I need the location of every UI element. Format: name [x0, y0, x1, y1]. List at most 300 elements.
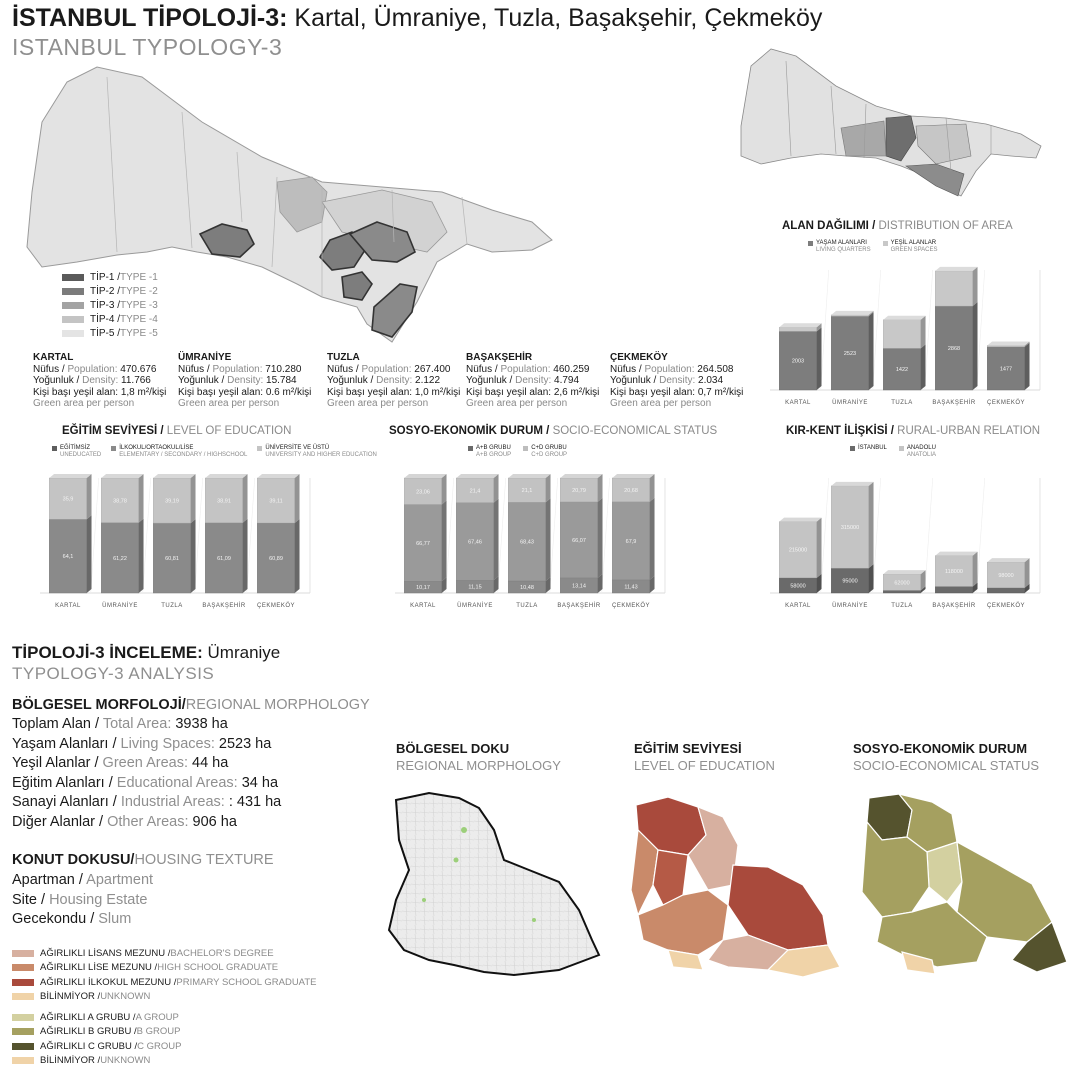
map-caption-en: SOCIO-ECONOMICAL STATUS	[853, 758, 1040, 773]
housing-item-label: Site /	[12, 891, 46, 908]
bar-top	[49, 474, 91, 478]
housing-item	[12, 910, 153, 930]
green-label-en: Green area per person	[178, 398, 280, 409]
education-map-legend	[12, 946, 316, 1004]
analysis-title-rest: Ümraniye	[202, 643, 281, 662]
area-item-value: 2523 ha	[214, 735, 272, 752]
chart-gridline	[821, 478, 829, 593]
chart-gridline	[821, 270, 829, 390]
category-label: BAŞAKŞEHİR	[202, 603, 246, 609]
green-label: Kişi başı yeşil alan:	[33, 386, 119, 398]
legend-label: EĞİTİMSİZ	[60, 445, 90, 451]
ses-legend-swatch	[12, 1028, 34, 1035]
legend-swatch	[468, 446, 473, 451]
map-caption-morphology	[396, 740, 561, 774]
category-label: ÇEKMEKÖY	[611, 603, 651, 609]
bar-side	[295, 474, 300, 523]
bar-side	[243, 519, 248, 593]
bar-side	[598, 498, 603, 578]
rural-urban-chart	[760, 470, 1050, 615]
edu-legend-label: AĞIRLIKLI LİSANS MEZUNU /	[40, 947, 171, 959]
bar-value-label: 95000	[842, 578, 858, 585]
bar-top	[560, 474, 602, 478]
legend-swatch	[257, 446, 262, 451]
bar-value-label: 10,17	[416, 585, 430, 592]
category-label: ÇEKMEKÖY	[986, 603, 1026, 609]
chart-gridline	[977, 270, 985, 390]
ses-legend-item	[12, 1054, 181, 1069]
chart-gridline	[873, 478, 881, 593]
legend-label: ÜNİVERSİTE VE ÜSTÜ	[265, 445, 330, 451]
area-item	[12, 754, 281, 774]
edu-legend-item	[12, 990, 316, 1005]
bar-value-label: 215000	[788, 547, 808, 554]
pop-value: 460.259	[550, 363, 590, 375]
green-value: 1,0 m²/kişi	[412, 386, 461, 398]
legend-swatch	[523, 446, 528, 451]
pop-label: Nüfus /	[610, 363, 642, 375]
category-label: TUZLA	[891, 603, 913, 609]
housing-item-label: Apartman /	[12, 872, 83, 888]
category-label: KARTAL	[55, 603, 81, 609]
legend-item	[257, 445, 376, 459]
map-caption-education	[634, 740, 775, 774]
density-label-en: Density:	[224, 375, 264, 386]
umraniye-outline	[389, 793, 599, 975]
bar-value-label: 67,9	[625, 538, 637, 545]
pop-label-en: Population:	[64, 363, 118, 375]
bar-top	[257, 474, 299, 478]
bar-value-label: 23,06	[416, 489, 430, 496]
edu-legend-swatch	[12, 950, 34, 957]
ses-legend-label-en: C GROUP	[137, 1040, 182, 1052]
green-value: 0,7 m²/kişi	[695, 386, 744, 398]
green-label: Kişi başı yeşil alan:	[610, 386, 696, 398]
district-name: ÜMRANİYE	[178, 352, 232, 363]
area-list	[12, 715, 281, 832]
ses-legend-label: AĞIRLIKLI A GRUBU /	[40, 1011, 136, 1023]
bar-side	[442, 501, 447, 582]
ses-legend-item	[12, 1010, 181, 1025]
bar-top	[779, 518, 821, 522]
green-area	[454, 858, 459, 863]
type-legend-tr: TİP-5 /	[90, 327, 121, 339]
bar-top	[456, 474, 498, 478]
bar-side	[598, 474, 603, 502]
density-label: Yoğunluk /	[33, 375, 80, 386]
bar-value-label: 64,1	[62, 554, 74, 561]
chart-gridline	[925, 478, 933, 593]
category-label: ÜMRANİYE	[102, 603, 138, 609]
ses-chart-title	[389, 425, 717, 437]
pop-label-en: Population:	[209, 363, 263, 375]
density-label: Yoğunluk /	[466, 375, 513, 386]
bar-side	[869, 564, 874, 593]
chart-gridline	[977, 478, 985, 593]
legend-label: A+B GRUBU	[476, 445, 511, 451]
chart-gridline	[91, 478, 99, 593]
ses-region-a	[927, 842, 962, 902]
type-legend-swatch	[62, 288, 84, 295]
bar-value-label: 66,77	[416, 540, 430, 547]
bar-top	[935, 552, 977, 556]
morphology-heading-en: REGIONAL MORPHOLOGY	[185, 697, 370, 713]
density-label-en: Density:	[512, 375, 552, 386]
legend-item	[111, 445, 247, 459]
housing-heading	[12, 852, 274, 868]
bar-side	[1025, 343, 1030, 390]
green-value: 1,8 m²/kişi	[118, 386, 167, 398]
district-stats-kartal	[33, 352, 166, 410]
housing-item-label-en: Slum	[94, 911, 132, 927]
density-label-en: Density:	[79, 375, 119, 386]
bar-side	[973, 302, 978, 390]
category-label: ÇEKMEKÖY	[986, 400, 1026, 406]
ses-legend-label-en: B GROUP	[136, 1026, 181, 1038]
category-label: TUZLA	[516, 603, 538, 609]
type-legend-item	[62, 284, 158, 298]
category-label: BAŞAKŞEHİR	[557, 603, 601, 609]
category-label: KARTAL	[410, 603, 436, 609]
chart-gridline	[498, 478, 506, 593]
area-item	[12, 813, 281, 833]
bar-top	[883, 316, 925, 320]
istanbul-small-map	[736, 46, 1048, 208]
ses-legend-swatch	[12, 1014, 34, 1021]
rural-chart-title-en: RURAL-URBAN RELATION	[893, 425, 1041, 437]
area-item-label-en: Industrial Areas:	[116, 794, 225, 810]
legend-label: ANADOLU	[906, 445, 936, 451]
bar-value-label: 60,81	[165, 556, 179, 563]
bar-value-label: 20,79	[572, 487, 586, 494]
legend-label: YEŞİL ALANLAR	[890, 240, 937, 246]
ses-legend-item	[12, 1039, 181, 1054]
bar-side	[243, 474, 248, 523]
bar-value-label: 2868	[947, 346, 961, 353]
chart-gridline	[873, 270, 881, 390]
ses-legend-label: AĞIRLIKLI C GRUBU /	[40, 1040, 138, 1052]
legend-swatch	[899, 446, 904, 451]
bar-value-label: 38,91	[217, 498, 231, 505]
bar-side	[87, 515, 92, 593]
bar-side	[139, 474, 144, 523]
edu-legend-swatch	[12, 993, 34, 1000]
map-caption-tr: EĞİTİM SEVİYESİ	[634, 741, 742, 756]
category-label: BAŞAKŞEHİR	[932, 603, 976, 609]
morphology-heading-tr: BÖLGESEL MORFOLOJİ/	[12, 697, 186, 713]
bar-top	[612, 474, 654, 478]
edu-chart-title	[62, 425, 291, 437]
bar-value-label: 61,09	[217, 555, 231, 562]
area-item-value: 906 ha	[188, 813, 237, 830]
map-caption-tr: BÖLGESEL DOKU	[396, 741, 510, 756]
bar-value-label: 21,4	[469, 488, 481, 495]
area-item-value: : 431 ha	[224, 794, 282, 810]
bar-side	[1025, 558, 1030, 588]
category-label: TUZLA	[891, 400, 913, 406]
bar-value-label: 68,43	[520, 539, 534, 546]
chart-gridline	[550, 478, 558, 593]
type-legend-swatch	[62, 274, 84, 281]
legend-label-en: UNIVERSITY AND HIGHER EDUCATION	[265, 452, 377, 458]
legend-label-en: UNEDUCATED	[60, 452, 102, 458]
type-legend-en: TYPE -2	[120, 285, 158, 297]
area-item-value: 34 ha	[237, 774, 279, 791]
analysis-title	[12, 643, 280, 663]
type-legend	[62, 270, 158, 340]
edu-legend-label: AĞIRLIKLI LİSE MEZUNU /	[40, 962, 158, 974]
density-label-en: Density:	[373, 375, 413, 386]
rural-chart-title-tr: KIR-KENT İLİŞKİSİ /	[786, 425, 894, 437]
bar-top	[987, 558, 1029, 562]
category-label: ÜMRANİYE	[832, 603, 868, 609]
bar-side	[869, 482, 874, 568]
bar-value-label: 67,46	[468, 539, 482, 546]
edu-legend-label-en: HIGH SCHOOL GRADUATE	[157, 962, 279, 974]
housing-item-label-en: Apartment	[82, 872, 154, 888]
housing-item	[12, 891, 153, 911]
pop-label: Nüfus /	[33, 363, 65, 375]
area-item-label: Eğitim Alanları /	[12, 774, 113, 791]
bar-side	[546, 498, 551, 581]
chart-gridline	[247, 478, 255, 593]
category-label: ÜMRANİYE	[457, 603, 493, 609]
analysis-subtitle: TYPOLOGY-3 ANALYSIS	[12, 664, 215, 683]
bar-value-label: 13,14	[572, 583, 586, 590]
legend-item	[52, 445, 101, 459]
pop-value: 470.676	[117, 363, 157, 375]
legend-swatch	[883, 241, 888, 246]
bar-value-label: 66,07	[572, 537, 586, 544]
legend-item	[899, 445, 936, 459]
density-label: Yoğunluk /	[178, 375, 225, 386]
area-item-label: Sanayi Alanları /	[12, 794, 117, 810]
category-label: BAŞAKŞEHİR	[932, 400, 976, 406]
bar-side	[442, 474, 447, 505]
type-legend-item	[62, 298, 158, 312]
bar-top	[779, 323, 821, 327]
legend-label-en: C+D GROUP	[531, 452, 568, 458]
ses-chart-title-en: SOCIO-ECONOMICAL STATUS	[549, 425, 718, 437]
bar-value-label: 20,68	[624, 487, 638, 494]
district-name: ÇEKMEKÖY	[610, 352, 668, 363]
edu-legend-item	[12, 975, 316, 990]
page-title-bold: İSTANBUL TİPOLOJİ-3:	[12, 4, 288, 32]
pop-label: Nüfus /	[466, 363, 498, 375]
ses-map-legend	[12, 1010, 181, 1068]
map-caption-socio	[853, 740, 1039, 774]
bar-side	[494, 499, 499, 581]
legend-item	[850, 445, 887, 459]
edu-chart-legend	[52, 445, 377, 459]
area-item-label: Toplam Alan /	[12, 716, 100, 732]
type-legend-item	[62, 270, 158, 284]
category-label: ÇEKMEKÖY	[256, 603, 296, 609]
bar-value-label: 38,78	[113, 498, 127, 505]
edu-chart-title-en: LEVEL OF EDUCATION	[163, 425, 292, 437]
pop-label-en: Population:	[358, 363, 412, 375]
edu-region-highschool-south	[638, 890, 728, 955]
edu-legend-label-en: BACHELOR'S DEGREE	[170, 947, 274, 959]
green-label-en: Green area per person	[33, 398, 135, 409]
category-label: KARTAL	[785, 400, 811, 406]
pop-label-en: Population:	[497, 363, 551, 375]
legend-swatch	[850, 446, 855, 451]
umraniye-socio-map	[857, 792, 1067, 980]
rural-chart-title	[786, 425, 1040, 437]
district-stats-umraniye	[178, 352, 311, 410]
green-label: Kişi başı yeşil alan:	[178, 386, 264, 398]
legend-label-en: ELEMENTARY / SECONDARY / HIGHSCHOOL	[119, 452, 248, 458]
legend-item	[523, 445, 567, 459]
umraniye-education-map	[628, 795, 843, 983]
housing-item-label: Gecekondu /	[12, 911, 95, 927]
morphology-heading	[12, 697, 370, 713]
density-value: 4.794	[551, 375, 580, 386]
housing-list	[12, 871, 153, 930]
area-item-label: Yaşam Alanları /	[12, 735, 117, 752]
legend-label: YAŞAM ALANLARI	[816, 240, 867, 246]
bar-value-label: 11,15	[468, 584, 482, 591]
edu-legend-label-en: UNKNOWN	[100, 991, 151, 1003]
bar-segment	[935, 271, 972, 306]
socio-economic-chart	[385, 470, 675, 615]
type-legend-tr: TİP-3 /	[90, 299, 121, 311]
pop-value: 267.400	[411, 363, 451, 375]
area-item-label-en: Living Spaces:	[116, 735, 215, 752]
map-caption-en: REGIONAL MORPHOLOGY	[396, 758, 561, 773]
bar-side	[546, 474, 551, 502]
density-value: 15.784	[263, 375, 297, 386]
bar-top	[831, 482, 873, 486]
density-value: 11.766	[118, 375, 151, 386]
bar-segment	[883, 590, 920, 593]
bar-side	[869, 312, 874, 390]
ses-legend-item	[12, 1025, 181, 1040]
bar-side	[817, 518, 822, 578]
bar-side	[973, 552, 978, 587]
edu-legend-label: BİLİNMİYOR /	[40, 991, 101, 1003]
bar-value-label: 21,1	[521, 488, 533, 495]
bar-value-label: 60,89	[269, 555, 283, 562]
type-legend-item	[62, 326, 158, 340]
bar-segment	[987, 345, 1024, 346]
bar-value-label: 315000	[840, 525, 860, 532]
pop-label-en: Population:	[641, 363, 695, 375]
green-value: 2,6 m²/kişi	[551, 386, 600, 398]
type-legend-swatch	[62, 316, 84, 323]
legend-label-en: ANATOLIA	[906, 452, 937, 458]
bar-side	[191, 519, 196, 593]
area-item-label-en: Other Areas:	[103, 813, 189, 830]
ses-legend-label: BİLİNMİYOR /	[40, 1055, 101, 1067]
legend-label: İLKOKUL/ORTAOKUL/LİSE	[119, 445, 194, 451]
bar-segment	[987, 588, 1024, 593]
bar-side	[817, 327, 822, 390]
district-name: BAŞAKŞEHİR	[466, 352, 533, 363]
edu-legend-swatch	[12, 964, 34, 971]
type-legend-tr: TİP-2 /	[90, 285, 121, 297]
area-item	[12, 735, 281, 755]
area-item	[12, 715, 281, 735]
green-label-en: Green area per person	[466, 398, 568, 409]
chart-gridline	[195, 478, 203, 593]
bar-value-label: 39,11	[269, 498, 283, 505]
bar-side	[973, 267, 978, 306]
edu-legend-item	[12, 946, 316, 961]
housing-item	[12, 871, 153, 891]
bar-value-label: 58000	[790, 583, 806, 590]
green-area	[532, 918, 536, 922]
bar-top	[883, 570, 925, 574]
bar-value-label: 35,9	[62, 496, 74, 503]
edu-chart-title-tr: EĞİTİM SEVİYESİ /	[62, 425, 164, 437]
bar-value-label: 39,19	[165, 498, 179, 505]
type-legend-swatch	[62, 330, 84, 337]
green-area	[461, 827, 467, 833]
ses-legend-swatch	[12, 1057, 34, 1064]
bar-segment	[831, 315, 868, 316]
green-label: Kişi başı yeşil alan:	[327, 386, 413, 398]
area-item-label-en: Total Area:	[99, 716, 172, 732]
bar-value-label: 1477	[999, 366, 1013, 373]
type-legend-en: TYPE -1	[120, 271, 158, 283]
edu-legend-label: AĞIRLIKLI İLKOKUL MEZUNU /	[40, 976, 177, 988]
district-name: KARTAL	[33, 352, 74, 363]
chart-gridline	[143, 478, 151, 593]
density-label: Yoğunluk /	[327, 375, 374, 386]
area-item	[12, 793, 281, 813]
ses-chart-legend	[468, 445, 567, 459]
housing-heading-en: HOUSING TEXTURE	[134, 852, 274, 868]
area-distribution-chart	[760, 262, 1050, 412]
bar-value-label: 10,48	[520, 584, 534, 591]
density-label: Yoğunluk /	[610, 375, 657, 386]
page-subtitle: ISTANBUL TYPOLOGY-3	[12, 34, 283, 60]
district-name: TUZLA	[327, 352, 360, 363]
bar-side	[295, 519, 300, 593]
chart-gridline	[602, 478, 610, 593]
area-chart-title-tr: ALAN DAĞILIMI /	[782, 220, 876, 232]
area-chart-title	[782, 220, 1013, 232]
type-legend-tr: TİP-1 /	[90, 271, 121, 283]
legend-label-en: A+B GROUP	[476, 452, 512, 458]
area-item-label-en: Green Areas:	[98, 755, 188, 771]
type-legend-en: TYPE -5	[120, 327, 158, 339]
area-item-label: Diğer Alanlar /	[12, 813, 104, 830]
green-label-en: Green area per person	[327, 398, 429, 409]
area-item	[12, 774, 281, 794]
bar-side	[650, 498, 655, 580]
page-title-rest: Kartal, Ümraniye, Tuzla, Başakşehir, Çekmeköy	[287, 4, 823, 32]
bar-value-label: 2523	[843, 351, 857, 358]
pop-label: Nüfus /	[327, 363, 359, 375]
ses-legend-swatch	[12, 1043, 34, 1050]
rural-chart-legend	[850, 445, 936, 459]
green-label: Kişi başı yeşil alan:	[466, 386, 552, 398]
education-chart	[30, 470, 320, 615]
bar-top	[404, 474, 446, 478]
bar-side	[87, 474, 92, 519]
density-value: 2.122	[412, 375, 441, 386]
district-stats-basaksehir	[466, 352, 599, 410]
area-item-label-en: Educational Areas:	[112, 774, 238, 791]
ses-legend-label: AĞIRLIKLI B GRUBU /	[40, 1026, 137, 1038]
edu-legend-label-en: PRIMARY SCHOOL GRADUATE	[176, 976, 317, 988]
bar-segment	[883, 320, 920, 349]
bar-top	[987, 341, 1029, 345]
area-item-label: Yeşil Alanlar /	[12, 755, 99, 771]
